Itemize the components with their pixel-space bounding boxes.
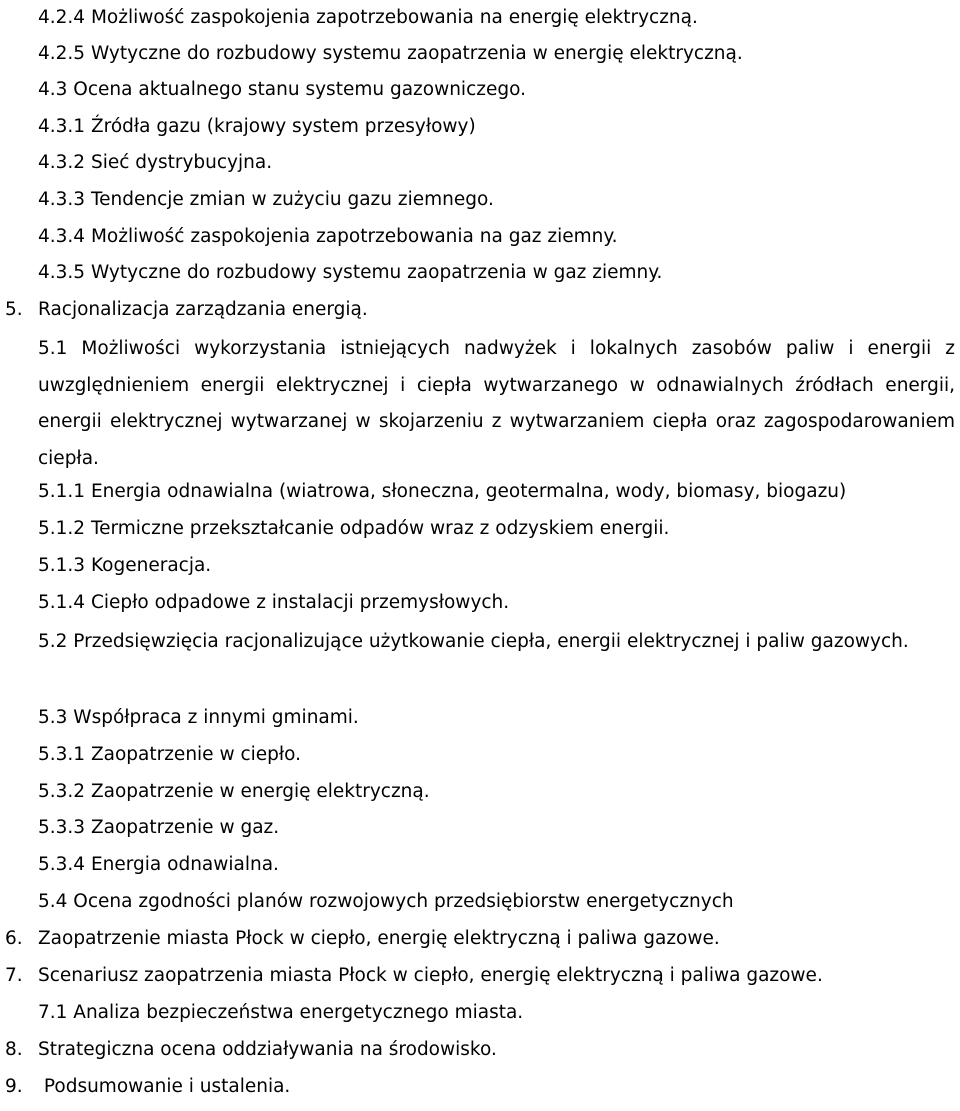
toc-entry-5-3-2: 5.3.2 Zaopatrzenie w energię elektryczną. [38, 781, 430, 802]
toc-section-9 [5, 1075, 290, 1099]
toc-entry-4-3: 4.3 Ocena aktualnego stanu systemu gazowniczego. [38, 79, 526, 100]
toc-entry-5-1: 5.1 Możliwości wykorzystania istniejących nadwyżek i lokalnych zasobów paliw i energii z uwzględnieniem energii elektrycznej i ciepła wytwarzanego w odnawialnych źródłach energii, energii elektrycznej wytwarzanej w skojarzeniu z wytwarzaniem ciepła oraz zagospodarowaniem ciepła. [38, 338, 955, 469]
toc-entry-4-3-1: 4.3.1 Źródła gazu (krajowy system przesyłowy) [38, 116, 476, 137]
toc-entry-4-2-4: 4.2.4 Możliwość zaspokojenia zapotrzebowania na energię elektryczną. [38, 7, 698, 28]
toc-entry-5-1-4: 5.1.4 Ciepło odpadowe z instalacji przemysłowych. [38, 592, 510, 613]
toc-entry-7-1: 7.1 Analiza bezpieczeństwa energetycznego miasta. [38, 1002, 524, 1023]
toc-entry-5-1-3: 5.1.3 Kogeneracja. [38, 555, 212, 576]
toc-entry-4-2-5: 4.2.5 Wytyczne do rozbudowy systemu zaopatrzenia w energię elektryczną. [38, 43, 743, 64]
toc-entry-4-3-2: 4.3.2 Sieć dystrybucyjna. [38, 152, 273, 173]
toc-entry-5-4: 5.4 Ocena zgodności planów rozwojowych przedsiębiorstw energetycznych [38, 891, 734, 912]
section-title: Zaopatrzenie miasta Płock w ciepło, energię elektryczną i paliwa gazowe. [38, 928, 720, 949]
section-title: Strategiczna ocena oddziaływania na środowisko. [38, 1039, 497, 1060]
toc-section-8 [5, 1038, 497, 1062]
section-number: 9. [5, 1076, 23, 1097]
toc-entry-5-3-1: 5.3.1 Zaopatrzenie w ciepło. [38, 744, 302, 765]
toc-entry-5-2: 5.2 Przedsięwzięcia racjonalizujące użytkowanie ciepła, energii elektrycznej i paliw gazowych. [38, 631, 909, 652]
section-title: Scenariusz zaopatrzenia miasta Płock w ciepło, energię elektryczną i paliwa gazowe. [38, 965, 823, 986]
toc-entry-5-3: 5.3 Współpraca z innymi gminami. [38, 707, 359, 728]
toc-entry-4-3-3: 4.3.3 Tendencje zmian w zużyciu gazu ziemnego. [38, 189, 494, 210]
toc-section-7 [5, 964, 823, 988]
toc-section-5 [5, 298, 368, 322]
section-title: Racjonalizacja zarządzania energią. [38, 299, 368, 320]
section-number: 7. [5, 965, 23, 986]
toc-entry-5-1-2: 5.1.2 Termiczne przekształcanie odpadów wraz z odzyskiem energii. [38, 518, 670, 539]
toc-entry-5-3-3: 5.3.3 Zaopatrzenie w gaz. [38, 817, 280, 838]
toc-entry-5-1-1: 5.1.1 Energia odnawialna (wiatrowa, słoneczna, geotermalna, wody, biomasy, biogazu) [38, 481, 847, 502]
toc-entry-4-3-5: 4.3.5 Wytyczne do rozbudowy systemu zaopatrzenia w gaz ziemny. [38, 262, 663, 283]
toc-entry-5-3-4: 5.3.4 Energia odnawialna. [38, 854, 279, 875]
section-number: 6. [5, 928, 23, 949]
section-number: 5. [5, 299, 23, 320]
toc-entry-4-3-4: 4.3.4 Możliwość zaspokojenia zapotrzebowania na gaz ziemny. [38, 226, 618, 247]
section-title: Podsumowanie i ustalenia. [38, 1076, 291, 1097]
toc-section-6 [5, 927, 720, 951]
section-number: 8. [5, 1039, 23, 1060]
